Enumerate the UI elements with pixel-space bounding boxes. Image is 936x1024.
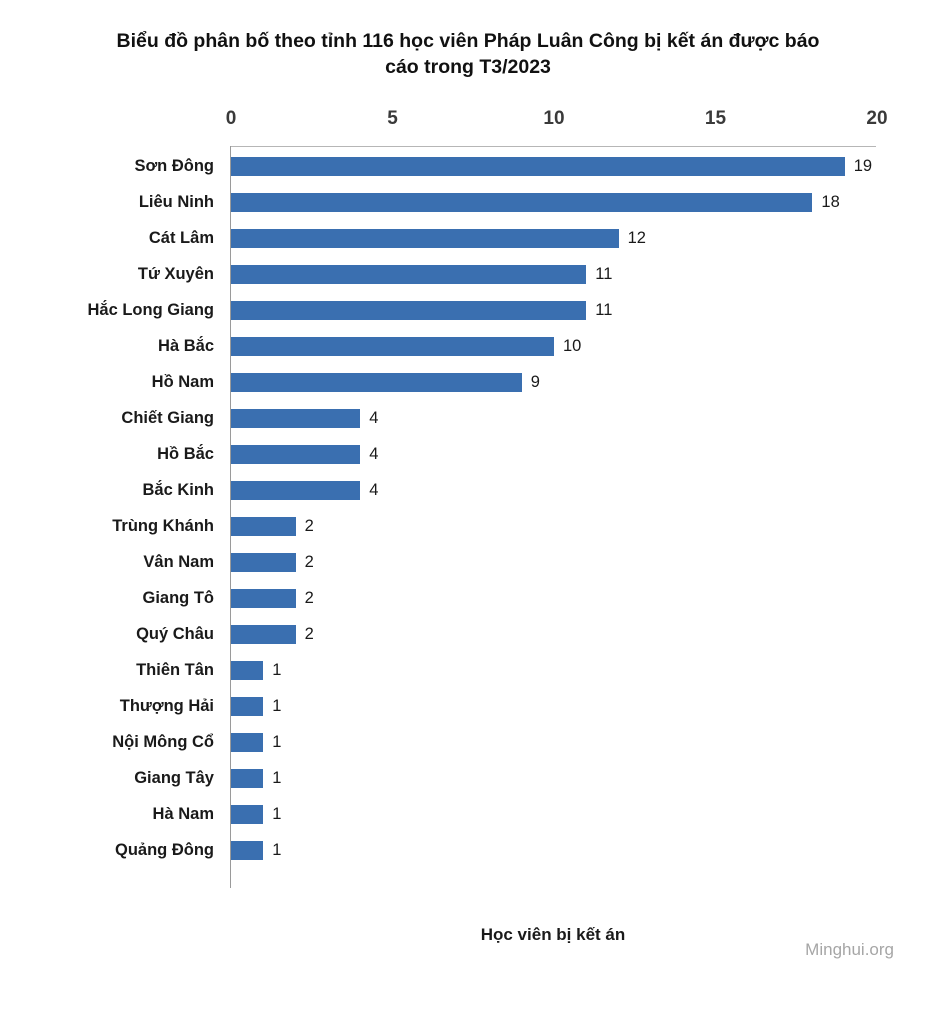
bar-row [0,400,936,436]
category-label: Giang Tô [142,588,214,607]
category-label: Sơn Đông [134,156,214,175]
x-axis-tick: 0 [225,108,237,129]
category-label: Bắc Kinh [142,480,214,499]
category-label: Chiết Giang [121,408,214,427]
bar-track [231,616,877,652]
bar [231,301,586,320]
bar [231,661,263,680]
category-label: Vân Nam [143,552,214,571]
bar-value-label: 12 [627,228,646,247]
category-label: Hà Nam [152,804,214,823]
bar-track [231,364,877,400]
bar-track [231,652,877,688]
bar-track [231,508,877,544]
bar [231,265,586,284]
bar-track [231,328,877,364]
x-axis-tick: 20 [866,108,888,129]
bar [231,625,296,644]
bar-value-label: 2 [304,588,314,607]
category-label: Cát Lâm [148,228,214,247]
bar-value-label: 1 [272,840,282,859]
bar-value-label: 4 [369,444,379,463]
x-axis-line [230,146,876,147]
x-axis-tick-labels [0,108,936,136]
bar [231,769,263,788]
bar [231,337,554,356]
bar-value-label: 2 [304,552,314,571]
bar-rows [0,148,936,868]
bar-value-label: 1 [272,696,282,715]
bar-track [231,544,877,580]
bar-track [231,220,877,256]
bar-track [231,292,877,328]
category-label: Quý Châu [136,624,214,643]
bar-row [0,652,936,688]
bar-row [0,292,936,328]
bar-value-label: 10 [563,336,582,355]
bar-row [0,724,936,760]
bar-value-label: 11 [595,300,613,319]
bar [231,805,263,824]
bar-track [231,148,877,184]
bar-track [231,832,877,868]
bar [231,589,296,608]
bar [231,445,360,464]
bar [231,697,263,716]
bar-value-label: 18 [821,192,840,211]
bar-row [0,832,936,868]
category-label: Nội Mông Cổ [112,732,214,751]
bar-row [0,220,936,256]
bar-value-label: 1 [272,732,282,751]
bar-track [231,688,877,724]
category-label: Thượng Hải [119,696,214,715]
bar-track [231,436,877,472]
bar [231,373,522,392]
bar-track [231,724,877,760]
bar [231,841,263,860]
category-label: Thiên Tân [136,660,214,679]
bar-row [0,688,936,724]
bar-track [231,400,877,436]
bar-row [0,328,936,364]
bar-row [0,508,936,544]
watermark-label: Minghui.org [805,940,894,959]
bar [231,193,812,212]
bar-track [231,472,877,508]
bar-row [0,760,936,796]
x-axis-tick: 5 [387,108,398,129]
bar-value-label: 1 [272,660,282,679]
bar [231,517,296,536]
bar-value-label: 1 [272,768,282,787]
bar-row [0,616,936,652]
bar-value-label: 19 [853,156,873,175]
bar-value-label: 1 [272,804,282,823]
plot-area [0,108,936,898]
bar-row [0,472,936,508]
bar [231,481,360,500]
bar-row [0,184,936,220]
bar-row [0,436,936,472]
category-label: Trùng Khánh [112,516,214,535]
bar-row [0,580,936,616]
bar-row [0,364,936,400]
bar [231,157,845,176]
bar-track [231,580,877,616]
x-axis-title: Học viên bị kết án [480,925,626,944]
bar-value-label: 4 [369,480,379,499]
bar-value-label: 9 [530,372,540,391]
category-label: Liêu Ninh [138,192,214,211]
bar-value-label: 2 [304,624,314,643]
bar-row [0,148,936,184]
bar-track [231,796,877,832]
bar-track [231,760,877,796]
bar-track [231,256,877,292]
category-label: Hắc Long Giang [87,300,214,319]
bar [231,409,360,428]
bar-row [0,256,936,292]
bar [231,553,296,572]
category-label: Hồ Bắc [157,444,214,463]
bar [231,733,263,752]
category-label: Giang Tây [134,768,214,787]
page-title: Biểu đồ phân bố theo tỉnh 116 học viên Pháp Luân Công bị kết án được báo cáo trong T3/2023 [116,30,820,79]
bar-value-label: 4 [369,408,379,427]
bar-value-label: 11 [595,264,613,283]
bar [231,229,619,248]
category-label: Hà Bắc [158,336,214,355]
x-axis-tick: 15 [704,108,727,129]
category-label: Tứ Xuyên [137,264,214,283]
bar-track [231,184,877,220]
bar-row [0,544,936,580]
x-axis-tick: 10 [543,108,565,129]
bar-row [0,796,936,832]
category-label: Quảng Đông [115,840,214,859]
category-label: Hồ Nam [151,372,214,391]
bar-value-label: 2 [304,516,314,535]
